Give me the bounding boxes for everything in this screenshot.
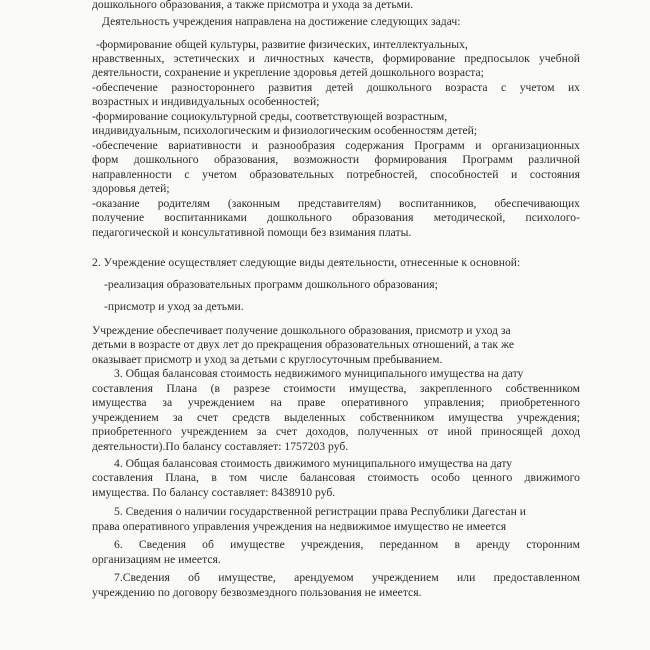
text-line: учреждению по договору безвозмездного пользования не имеется. xyxy=(92,586,422,599)
text-line: приобретенного учреждением за счет доходов, полученных от иной приносящей доход xyxy=(92,425,580,438)
text-line: -формирование общей культуры, развитие физических, интеллектуальных, xyxy=(96,38,468,51)
text-line: нравственных, эстетических и личностных качеств, формирование предпосылок учебной xyxy=(92,52,580,65)
text-line: оказывает присмотр и уход за детьми с круглосуточным пребыванием. xyxy=(92,353,443,366)
text-line: имущества за учреждением на праве оперативного управления; приобретенного xyxy=(92,396,580,409)
text-line: 7.Сведения об имуществе, арендуемом учреждением или предоставленном xyxy=(114,571,580,584)
text-line: направленности с учетом образовательных потребностей, способностей и состояния xyxy=(92,168,580,181)
text-line: форм дошкольного образования, возможности формирования Программ различной xyxy=(92,153,580,166)
text-line: Учреждение обеспечивает получение дошкольного образования, присмотр и уход за xyxy=(92,324,511,337)
text-line: 6. Сведения об имуществе учреждения, переданном в аренду сторонним xyxy=(114,538,580,551)
text-line: -обеспечение вариативности и разнообразия содержания Программ и организационных xyxy=(92,139,580,152)
text-line: детьми в возрасте от двух лет до прекращения образовательных отношений, а так же xyxy=(92,338,515,351)
text-line: 3. Общая балансовая стоимость недвижимого муниципального имущества на дату xyxy=(114,367,524,380)
text-line: Деятельность учреждения направлена на достижение следующих задач: xyxy=(102,15,461,28)
text-line: здоровья детей; xyxy=(92,182,170,195)
text-line: индивидуальным, психологическим и физиологическим особенностям детей; xyxy=(92,124,478,137)
text-line: организациям не имеется. xyxy=(92,553,221,566)
text-line: учреждением за счет средств выделенных собственником имущества учреждения; xyxy=(92,411,580,424)
text-line: 5. Сведения о наличии государственной регистрации права Республики Дагестан и xyxy=(114,505,526,518)
text-line: имущества. По балансу составляет: 8438910 руб. xyxy=(92,486,336,499)
text-line: права оперативного управления учреждения на недвижимое имущество не имеется xyxy=(92,520,507,533)
text-line: составления Плана, в том числе балансовая стоимость особо ценного движимого xyxy=(92,471,580,484)
text-line: получение воспитанниками дошкольного образования методической, психолого- xyxy=(92,211,580,224)
text-line: -присмотр и уход за детьми. xyxy=(104,300,244,313)
text-line: -реализация образовательных программ дошкольного образования; xyxy=(104,278,438,291)
text-line: -оказание родителям (законным представителям) воспитанников, обеспечивающих xyxy=(92,197,580,210)
text-line: -обеспечение разностороннего развития детей дошкольного возраста с учетом их xyxy=(92,81,580,94)
text-line: дошкольного образования, а также присмотра и ухода за детьми. xyxy=(92,0,414,11)
text-line: деятельности).По балансу составляет: 1757203 руб. xyxy=(92,440,349,453)
text-line: составления Плана (в разрезе стоимости имущества, закрепленного собственником xyxy=(92,382,580,395)
text-line: возрастных и индивидуальных особенностей; xyxy=(92,95,320,108)
text-line: деятельности, сохранение и укрепление здоровья детей дошкольного возраста; xyxy=(92,66,484,79)
text-line: 2. Учреждение осуществляет следующие виды деятельности, отнесенные к основной: xyxy=(92,256,521,269)
text-line: педагогической и консультативной помощи без взимания платы. xyxy=(92,226,412,239)
text-line: 4. Общая балансовая стоимость движимого муниципального имущества на дату xyxy=(114,457,513,470)
text-line: -формирование социокультурной среды, соответствующей возрастным, xyxy=(92,110,448,123)
